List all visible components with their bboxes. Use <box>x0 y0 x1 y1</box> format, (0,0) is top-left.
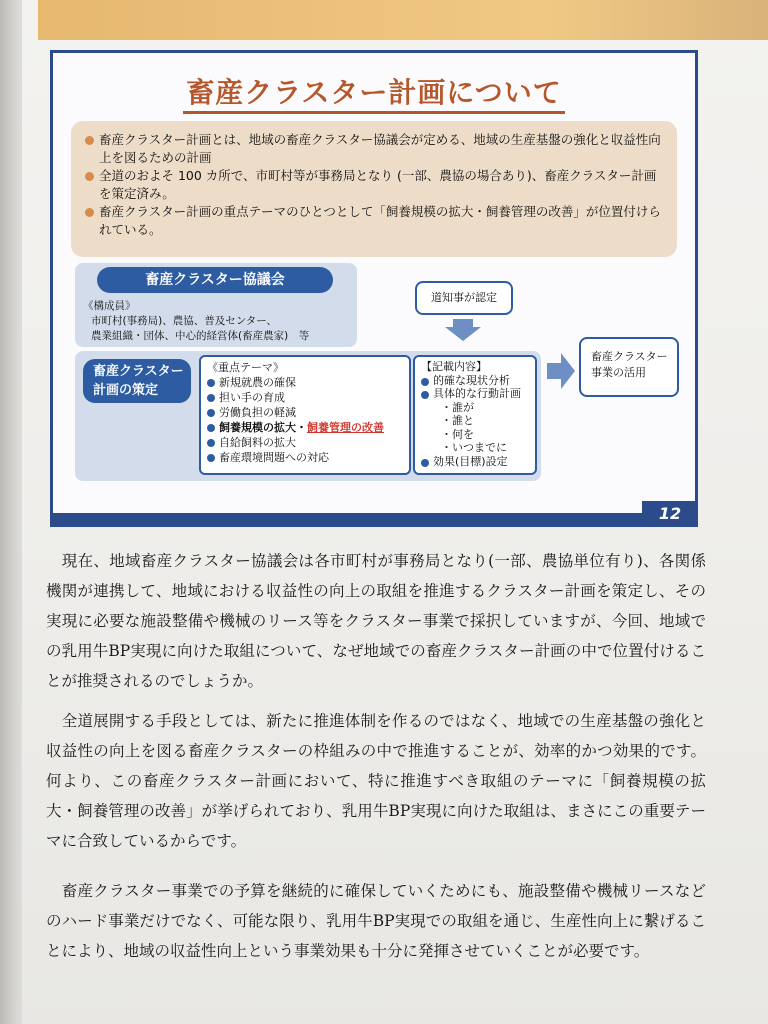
title-underline <box>183 111 565 114</box>
slide-figure <box>50 50 698 527</box>
record-item <box>421 387 529 401</box>
summary-text: 畜産クラスター計画とは、地域の畜産クラスター協議会が定める、地域の生産基盤の強化と収益性向上を図るための計画 <box>99 132 661 165</box>
slide-bottom-bar <box>50 513 698 527</box>
theme-item <box>207 375 403 390</box>
summary-box <box>71 121 677 257</box>
theme-text: 労働負担の軽減 <box>219 406 296 419</box>
bullet-icon <box>207 379 215 387</box>
theme-text: 新規就農の確保 <box>219 376 296 389</box>
record-sub: ・誰が <box>441 400 474 414</box>
paragraph: 畜産クラスター事業での予算を継続的に確保していくためにも、施設整備や機械リースなどのハード事業だけでなく、可能な限り、乳用牛BP実現での取組を通じ、生産性向上に繋げることにより、地域の収益性向上という事業効果も十分に発揮させていくことが必要です。 <box>46 882 706 960</box>
plan-label <box>83 359 191 403</box>
record-sub: ・何を <box>441 427 474 441</box>
bullet-icon <box>85 136 94 145</box>
theme-item-highlight <box>207 420 403 435</box>
bullet-icon <box>421 391 429 399</box>
members-line: 農業組織・団体、中心的経営体(畜産農家) 等 <box>91 330 310 342</box>
record-box <box>413 355 537 475</box>
project-use-box <box>579 337 679 397</box>
bullet-icon <box>85 172 94 181</box>
governor-approval-box: 道知事が認定 <box>415 281 513 315</box>
bullet-icon <box>85 208 94 217</box>
theme-box <box>199 355 411 475</box>
paragraph: 現在、地域畜産クラスター協議会は各市町村が事務局となり(一部、農協単位有り)、各関係機関が連携して、地域における収益性の向上の取組を推進するクラスター計画を策定し、その実現に必要な施設整備や機械のリース等をクラスター事業で採択していますが、今回、地域での乳用牛BP実現に向けた取組について、なぜ地域での畜産クラスター計画の中で位置付けることが推奨されるのでしょうか。 <box>46 552 706 690</box>
record-header: 【記載内容】 <box>421 360 487 373</box>
paragraph: 全道展開する手段としては、新たに推進体制を作るのではなく、地域での生産基盤の強化と収益性の向上を図る畜産クラスターの枠組みの中で推進することが、効率的かつ効果的です。何より、この畜産クラスター計画において、特に推進すべき取組のテーマに「飼養規模の拡大・飼養管理の改善」が挙げられており、乳用牛BP実現に向けた取組は、まさにこの重要テーマに合致しているからです。 <box>46 712 706 850</box>
theme-text: 畜産環境問題への対応 <box>219 451 329 464</box>
arrow-right-icon <box>547 353 575 389</box>
plan-label-line: 計画の策定 <box>93 383 159 398</box>
bullet-icon <box>207 409 215 417</box>
record-sub: ・いつまでに <box>441 441 507 454</box>
members-line: 市町村(事務局)、農協、普及センター、 <box>91 315 277 327</box>
summary-item <box>85 131 663 167</box>
theme-header: 《重点テーマ》 <box>207 361 284 374</box>
theme-item <box>207 390 403 405</box>
arrow-down-icon <box>445 319 481 341</box>
project-line: 畜産クラスター <box>591 350 668 363</box>
plan-label-line: 畜産クラスター <box>93 364 184 379</box>
summary-text: 全道のおよそ 100 カ所で、市町村等が事務局となり (一部、農協の場合あり)、畜産クラスター計画を策定済み。 <box>99 168 657 201</box>
summary-item <box>85 167 663 203</box>
council-members <box>83 299 309 344</box>
record-item <box>421 455 529 469</box>
theme-item <box>207 450 403 465</box>
slide-title: 畜産クラスター計画について <box>186 76 562 109</box>
slide-page-number: 12 <box>642 501 698 527</box>
theme-text: 担い手の育成 <box>219 391 285 404</box>
theme-text: 自給飼料の拡大 <box>219 436 296 449</box>
header-band <box>38 0 768 40</box>
record-text: 効果(目標)設定 <box>433 454 508 468</box>
bullet-icon <box>207 424 215 432</box>
project-line: 事業の活用 <box>591 366 646 379</box>
bullet-icon <box>421 459 429 467</box>
summary-text: 畜産クラスター計画の重点テーマのひとつとして「飼養規模の拡大・飼養管理の改善」が位置付けられている。 <box>99 204 661 237</box>
record-item <box>421 374 529 388</box>
summary-item <box>85 203 663 239</box>
theme-red-text: 飼養管理の改善 <box>307 421 384 434</box>
council-title: 畜産クラスター協議会 <box>97 267 333 293</box>
record-text: 具体的な行動計画 <box>433 387 521 400</box>
bullet-icon <box>207 394 215 402</box>
bullet-icon <box>207 439 215 447</box>
theme-bold-text: 飼養規模の拡大・ <box>219 421 307 434</box>
bullet-icon <box>421 378 429 386</box>
bullet-icon <box>207 454 215 462</box>
council-box <box>75 263 357 347</box>
plan-box <box>75 351 541 481</box>
record-sub: ・誰と <box>441 414 474 427</box>
members-header: 《構成員》 <box>83 300 136 312</box>
theme-item <box>207 405 403 420</box>
record-text: 的確な現状分析 <box>433 373 510 387</box>
theme-item <box>207 435 403 450</box>
